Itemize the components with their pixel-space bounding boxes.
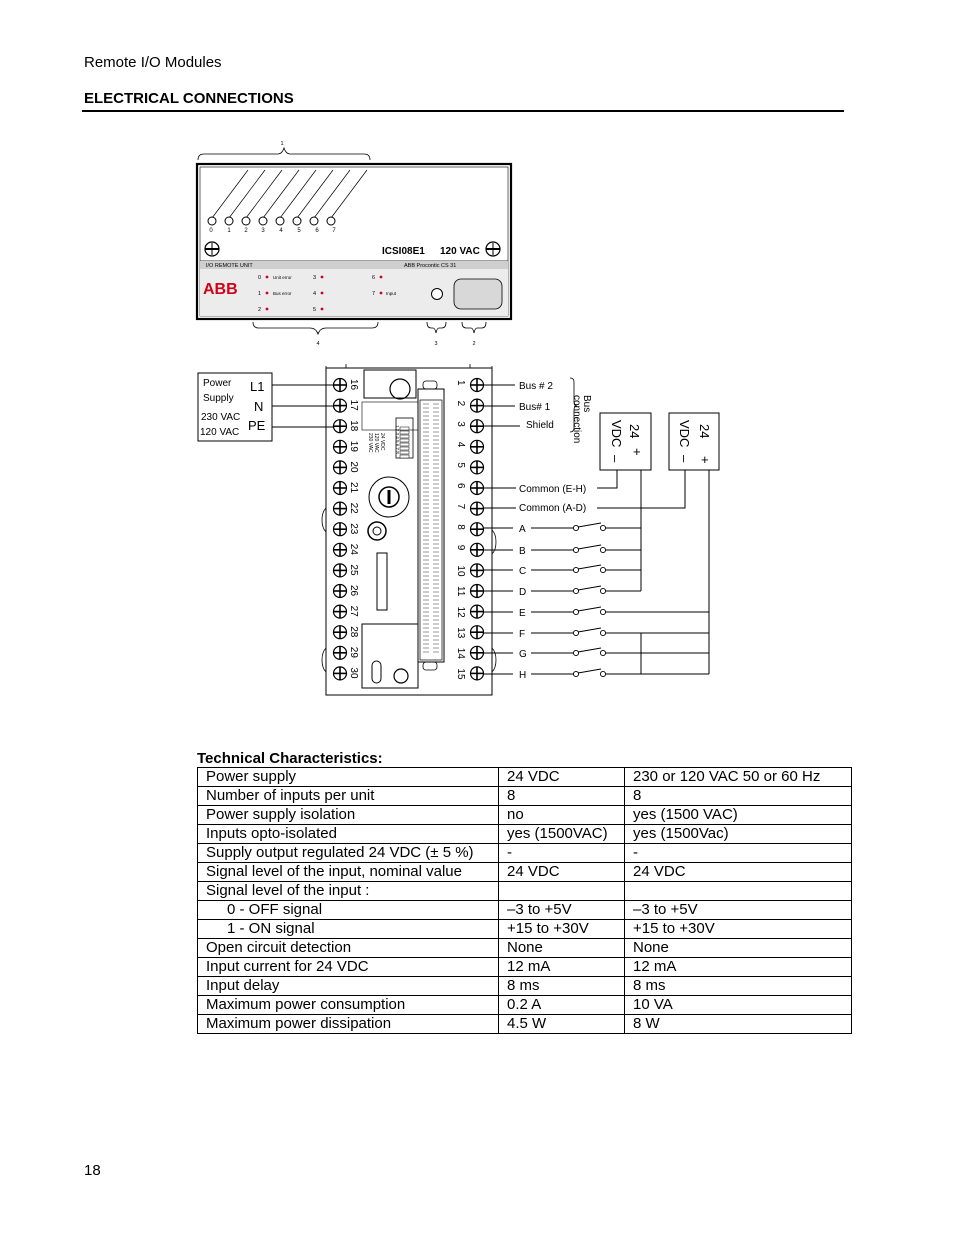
- dc-value: +15 to +30V: [499, 920, 625, 939]
- input-wiring: [484, 470, 709, 612]
- terminal-number: 26: [348, 585, 359, 597]
- table-row: [198, 825, 852, 844]
- table-row: [198, 806, 852, 825]
- input-letter: G: [519, 649, 527, 660]
- table-row: [198, 787, 852, 806]
- dc-value: 4.5 W: [499, 1015, 625, 1034]
- bus-connection-label: connection: [571, 395, 582, 444]
- power-wires: [272, 385, 333, 427]
- shield-label: Shield: [526, 420, 554, 431]
- input-letter: C: [519, 566, 527, 577]
- row-label: Supply output regulated 24 VDC (± 5 %): [198, 844, 499, 863]
- terminal-number: 21: [348, 482, 359, 494]
- bottom-screw-hole-icon: [394, 669, 408, 683]
- ac-value: 230 or 120 VAC 50 or 60 Hz: [625, 768, 852, 787]
- callout-1: 1: [280, 141, 284, 147]
- tech-heading: Technical Characteristics:: [197, 750, 383, 767]
- row-label: Input delay: [198, 977, 499, 996]
- input-switch-icon: [484, 523, 641, 531]
- dip-numbers: 1 2 3 4 5 6 7 8: [395, 425, 400, 454]
- row-label: Input current for 24 VDC: [198, 958, 499, 977]
- supply-value: 24: [627, 424, 642, 439]
- power-voltage-230: 230 VAC: [201, 412, 241, 423]
- terminal-number: 3: [455, 421, 466, 427]
- terminal-number: 17: [348, 399, 359, 411]
- input-number: 4: [279, 228, 283, 234]
- input-switch-icon: [484, 628, 709, 636]
- dc-value: yes (1500VAC): [499, 825, 625, 844]
- row-label: 0 - OFF signal: [198, 901, 499, 920]
- supply-plus: +: [701, 452, 709, 467]
- tech-table: [197, 767, 852, 1034]
- terminal-number: 6: [455, 483, 466, 489]
- terminal-number: 10: [455, 565, 466, 577]
- dc-value: 24 VDC: [499, 768, 625, 787]
- section-title: ELECTRICAL CONNECTIONS: [84, 90, 294, 107]
- terminal-number: 8: [455, 524, 466, 530]
- dc-value: None: [499, 939, 625, 958]
- power-supply-box: [198, 373, 272, 441]
- input-number: 7: [332, 228, 336, 234]
- terminal-screw-icon: [334, 482, 347, 495]
- terminal-screw-icon: [471, 605, 484, 618]
- terminal-number: 19: [348, 440, 359, 452]
- supply-minus: –: [608, 455, 623, 463]
- input-wire-lines: [212, 170, 367, 218]
- power-supply-label: Supply: [203, 393, 234, 404]
- terminal-number: 23: [348, 523, 359, 535]
- led-number: 2: [258, 307, 262, 313]
- terminal-number: 12: [455, 606, 466, 618]
- terminal-screw-icon: [334, 420, 347, 433]
- terminal-screw-icon: [471, 461, 484, 474]
- terminal-number: 27: [348, 605, 359, 617]
- common-ad-label: Common (A-D): [519, 503, 587, 514]
- input-number: 6: [315, 228, 319, 234]
- left-terminal-screws: [334, 379, 347, 680]
- input-switch-icon: [484, 586, 641, 594]
- led-number: 1: [258, 291, 262, 297]
- bus-2-label: Bus # 2: [519, 381, 553, 392]
- table-row: [198, 958, 852, 977]
- ac-value: 10 VA: [625, 996, 852, 1015]
- ac-value: yes (1500Vac): [625, 825, 852, 844]
- voltage-switch-labels: [367, 433, 385, 453]
- dc-value: 12 mA: [499, 958, 625, 977]
- callout-3: 3: [434, 341, 438, 347]
- terminal-screw-icon: [471, 523, 484, 536]
- page-number: 18: [84, 1162, 101, 1179]
- terminal-screw-icon: [471, 440, 484, 453]
- terminal-number: 1: [455, 380, 466, 386]
- switch-label-230vac: 230 VAC: [367, 433, 373, 453]
- terminal-screw-icon: [334, 523, 347, 536]
- row-label: Open circuit detection: [198, 939, 499, 958]
- right-terminal-numbers: [455, 380, 466, 680]
- top-screw-hole-icon: [390, 379, 410, 399]
- led-number: 4: [313, 291, 317, 297]
- common-eh-label: Common (E-H): [519, 484, 587, 495]
- terminal-screw-icon: [334, 646, 347, 659]
- left-terminal-numbers: [348, 379, 359, 679]
- led-number: 5: [313, 307, 317, 313]
- terminal-number: 13: [455, 627, 466, 639]
- terminal-screw-icon: [334, 543, 347, 556]
- input-switches: [484, 523, 709, 677]
- brace-1: [198, 148, 370, 160]
- terminal-number: 28: [348, 626, 359, 638]
- input-terminal-holes: [208, 217, 335, 225]
- table-row: [198, 844, 852, 863]
- terminal-screw-icon: [334, 667, 347, 680]
- mounting-screw-right-icon: [486, 242, 500, 256]
- terminal-number: 11: [455, 586, 466, 597]
- supply-value: 24: [697, 424, 712, 439]
- terminal-screw-icon: [334, 605, 347, 618]
- terminal-screw-icon: [471, 667, 484, 680]
- table-row: [198, 939, 852, 958]
- ac-value: None: [625, 939, 852, 958]
- input-switch-icon: [484, 607, 709, 615]
- ac-value: 8: [625, 787, 852, 806]
- table-row: [198, 768, 852, 787]
- terminal-screw-icon: [334, 502, 347, 515]
- ac-value: [625, 882, 852, 901]
- switch-label-120vac: 120 VAC: [373, 433, 379, 453]
- supply-minus: –: [677, 455, 692, 463]
- ac-value: 8 ms: [625, 977, 852, 996]
- supply-box-1: [600, 413, 651, 470]
- running-header: Remote I/O Modules: [84, 54, 222, 71]
- row-label: Maximum power consumption: [198, 996, 499, 1015]
- terminal-number: 22: [348, 502, 359, 514]
- input-switch-icon: [484, 669, 709, 677]
- dc-value: -: [499, 844, 625, 863]
- dc-value: 8: [499, 787, 625, 806]
- ac-value: -: [625, 844, 852, 863]
- terminal-screw-icon: [471, 585, 484, 598]
- right-terminal-screws: [471, 379, 484, 680]
- voltage-label: 120 VAC: [440, 246, 480, 257]
- terminal-screw-icon: [334, 585, 347, 598]
- power-voltage-120: 120 VAC: [200, 427, 240, 438]
- terminal-number: 25: [348, 564, 359, 576]
- ac-value: 12 mA: [625, 958, 852, 977]
- unit-error-label: Unit error: [273, 275, 292, 280]
- ac-value: +15 to +30V: [625, 920, 852, 939]
- led-number: 3: [313, 275, 317, 281]
- terminal-number: 2: [455, 400, 466, 407]
- led-number: 6: [372, 275, 376, 281]
- terminal-screw-icon: [334, 626, 347, 639]
- row-label: Signal level of the input, nominal value: [198, 863, 499, 882]
- dip-switch-cells: [400, 427, 409, 458]
- dc-value: 0.2 A: [499, 996, 625, 1015]
- input-letter: B: [519, 546, 526, 557]
- table-row: [198, 920, 852, 939]
- terminal-screw-icon: [334, 564, 347, 577]
- input-letter: H: [519, 670, 527, 681]
- terminal-screw-icon: [334, 440, 347, 453]
- dc-value: 8 ms: [499, 977, 625, 996]
- terminal-screw-icon: [334, 399, 347, 412]
- brace-2: [462, 322, 486, 333]
- input-number-row: [209, 228, 336, 234]
- input-number: 0: [209, 228, 213, 234]
- terminal-number: 5: [455, 462, 466, 468]
- model-label: ICSI08E1: [382, 246, 425, 257]
- label-slot: [377, 553, 387, 610]
- terminal-l1: L1: [250, 379, 265, 394]
- bus-1-label: Bus# 1: [519, 402, 551, 413]
- input-number: 3: [261, 228, 265, 234]
- terminal-screw-icon: [471, 420, 484, 433]
- input-letter: E: [519, 608, 526, 619]
- terminal-n: N: [254, 399, 264, 414]
- row-label: Power supply isolation: [198, 806, 499, 825]
- terminal-number: 14: [455, 647, 466, 659]
- row-label: Signal level of the input :: [198, 882, 499, 901]
- dc-value: –3 to +5V: [499, 901, 625, 920]
- input-switch-icon: [484, 545, 641, 553]
- input-letter: F: [519, 629, 526, 640]
- terminal-number: 29: [348, 646, 359, 658]
- ac-value: –3 to +5V: [625, 901, 852, 920]
- bottom-slot-icon: [372, 661, 381, 683]
- terminal-screw-icon: [471, 626, 484, 639]
- terminal-screw-icon: [471, 543, 484, 556]
- row-label: Number of inputs per unit: [198, 787, 499, 806]
- callout-4: 4: [316, 341, 320, 347]
- terminal-number: 24: [348, 543, 359, 555]
- ac-value: 24 VDC: [625, 863, 852, 882]
- unit-label: I/O REMOTE UNIT: [206, 263, 253, 269]
- input-led-label: Input: [386, 291, 397, 296]
- terminal-number: 7: [455, 503, 466, 510]
- input-letters: [519, 524, 527, 681]
- led-number: 0: [258, 275, 262, 281]
- bus-connection-label: Bus: [581, 395, 592, 413]
- terminal-number: 30: [348, 667, 359, 679]
- brace-3: [427, 322, 446, 333]
- terminal-screw-icon: [334, 461, 347, 474]
- input-switch-icon: [484, 565, 641, 573]
- supply-unit: VDC: [609, 420, 624, 448]
- selector-screw-icon: [368, 522, 386, 540]
- address-knob-icon: [432, 289, 443, 300]
- terminal-screw-icon: [471, 646, 484, 659]
- terminal-screw-icon: [334, 379, 347, 392]
- input-switch-icon: [484, 648, 709, 656]
- terminal-screw-icon: [471, 482, 484, 495]
- brand-line: ABB Procontic CS 31: [404, 263, 457, 269]
- module-front-view: [197, 148, 511, 334]
- terminal-number: 18: [348, 420, 359, 432]
- table-row: [198, 996, 852, 1015]
- table-row: [198, 882, 852, 901]
- connector-pins: [423, 404, 439, 652]
- terminal-number: 20: [348, 461, 359, 473]
- terminal-screw-icon: [471, 502, 484, 515]
- table-row: [198, 863, 852, 882]
- table-row: [198, 977, 852, 996]
- row-label: Inputs opto-isolated: [198, 825, 499, 844]
- terminal-screw-icon: [471, 564, 484, 577]
- table-row: [198, 901, 852, 920]
- table-row: [198, 1015, 852, 1034]
- ac-value: yes (1500 VAC): [625, 806, 852, 825]
- terminal-number: 4: [455, 441, 466, 448]
- terminal-screw-icon: [471, 379, 484, 392]
- power-supply-label: Power: [203, 378, 232, 389]
- supply-plus: +: [633, 444, 641, 459]
- supply-unit: VDC: [677, 420, 692, 448]
- terminal-number: 9: [455, 544, 466, 551]
- input-letter: D: [519, 587, 527, 598]
- abb-logo: ABB: [203, 281, 238, 298]
- row-label: 1 - ON signal: [198, 920, 499, 939]
- mounting-screw-left-icon: [205, 242, 219, 256]
- bus-error-label: Bus error: [273, 291, 292, 296]
- input-number: 2: [244, 228, 248, 234]
- terminal-screw-icon: [471, 399, 484, 412]
- input-number: 5: [297, 228, 301, 234]
- input-letter: A: [519, 524, 526, 535]
- switch-label-24vdc: 24 VDC: [379, 433, 385, 451]
- row-label: Maximum power dissipation: [198, 1015, 499, 1034]
- callout-2: 2: [472, 341, 476, 347]
- led-number: 7: [372, 291, 376, 297]
- terminal-pe: PE: [248, 418, 266, 433]
- input-number: 1: [227, 228, 231, 234]
- row-label: Power supply: [198, 768, 499, 787]
- supply-box-2: [669, 413, 719, 470]
- dc-value: [499, 882, 625, 901]
- address-window: [454, 279, 502, 309]
- terminal-number: 16: [348, 379, 359, 391]
- ac-value: 8 W: [625, 1015, 852, 1034]
- dc-value: 24 VDC: [499, 863, 625, 882]
- terminal-number: 15: [455, 668, 466, 680]
- brace-4: [253, 322, 378, 334]
- dc-value: no: [499, 806, 625, 825]
